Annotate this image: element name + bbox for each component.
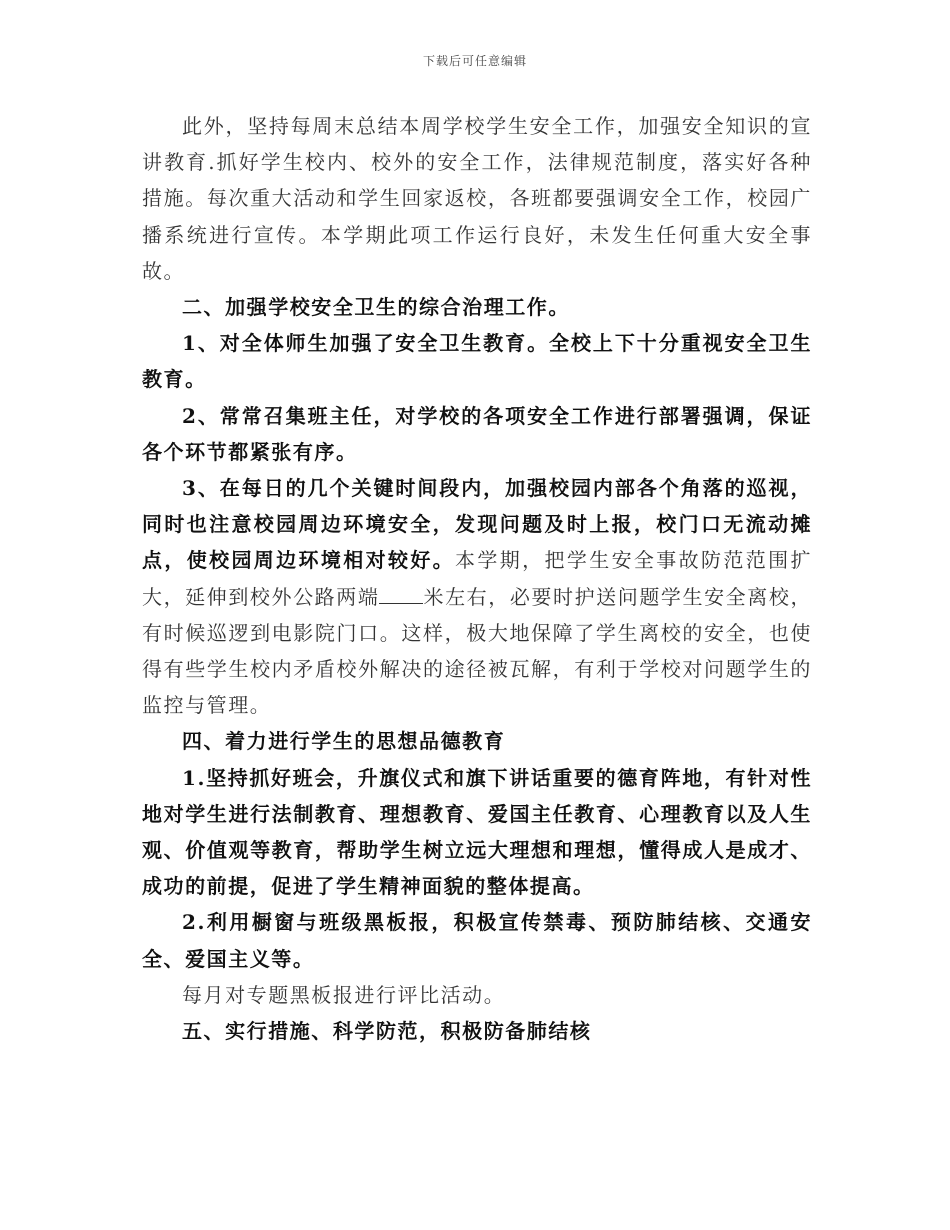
list-item-3-text-b: 米左右，必要时护送问题学生安全离校，有时候巡逻到电影院门口。这样，极大地保障了学生离校的安全，也使得有些学生校内矛盾校外解决的途径被瓦解，有利于学校对问题学生的监控与管理。 <box>142 584 812 718</box>
section-heading-2: 二、加强学校安全卫生的综合治理工作。 <box>182 295 570 320</box>
list-item-3-bold: 3、在每日的几个关键时间段内，加强校园内部各个角落的巡视，同时也注意校园周边环境安全，发现问题及时上报，校门口无流动摊点，使校园周边环境相对较好。 <box>142 476 812 573</box>
paragraph-summary: 此外，坚持每周末总结本周学校学生安全工作，加强安全知识的宣讲教育.抓好学生校内、校外的安全工作，法律规范制度，落实好各种措施。每次重大活动和学生回家返校，各班都要强调安全工作，校园广播系统进行宣传。本学期此项工作运行良好，未发生任何重大安全事故。 <box>142 114 812 283</box>
list-item-3 <box>142 470 812 723</box>
fill-blank <box>379 581 423 604</box>
list-item-2: 2、常常召集班主任，对学校的各项安全工作进行部署强调，保证各个环节都紧张有序。 <box>142 403 812 464</box>
page-header: 下载后可任意编辑 <box>422 54 527 68</box>
document-body <box>142 108 812 1049</box>
moral-note: 每月对专题黑板报进行评比活动。 <box>182 982 506 1007</box>
section-heading-4: 四、着力进行学生的思想品德教育 <box>182 729 506 754</box>
moral-item-1: 1.坚持抓好班会，升旗仪式和旗下讲话重要的德育阵地，有针对性地对学生进行法制教育、理想教育、爱国主任教育、心理教育以及人生观、价值观等教育，帮助学生树立远大理想和理想，懂得成人是成才、成功的前提，促进了学生精神面貌的整体提高。 <box>142 765 812 899</box>
list-item-1: 1、对全体师生加强了安全卫生教育。全校上下十分重视安全卫生教育。 <box>142 331 812 392</box>
moral-item-2: 2.利用橱窗与班级黑板报，积极宣传禁毒、预防肺结核、交通安全、爱国主义等。 <box>142 910 812 971</box>
section-heading-5: 五、实行措施、科学防范，积极防备肺结核 <box>182 1019 592 1044</box>
list-item-3-text-a: 本学期，把学生安全事故防范范围扩大，延伸到校外公路两端 <box>142 548 812 609</box>
